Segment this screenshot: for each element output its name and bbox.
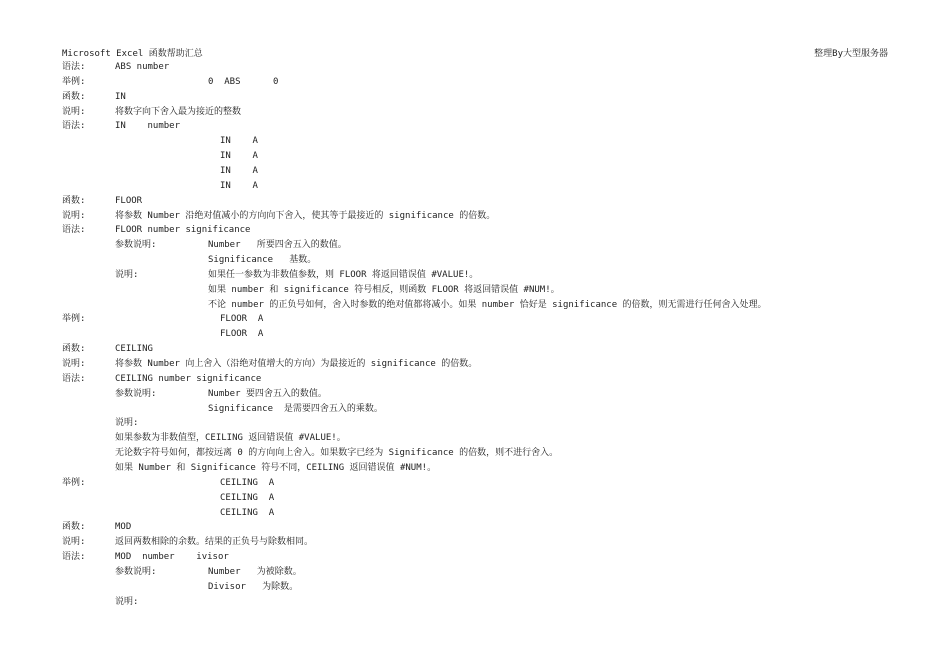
content-line: CEILING A [220, 477, 275, 488]
content-line: 0 ABS 0 [208, 76, 279, 87]
content-line: FLOOR A [220, 314, 264, 325]
content-line: IN [115, 91, 126, 102]
content-line: CEILING A [220, 507, 275, 518]
field-label: 语法: [62, 552, 86, 562]
field-label: 说明: [62, 359, 86, 369]
content-line: 说明: [115, 269, 139, 280]
field-label: 语法: [62, 62, 86, 72]
content-line: ABS number [115, 62, 170, 72]
content-line: Number 所要四舍五入的数值。 [208, 240, 347, 251]
content-line: IN A [220, 136, 258, 147]
document-author: 整理By大型服务器 [814, 49, 888, 59]
content-line: 如果参数为非数值型，CEILING 返回错误值 #VALUE!。 [115, 433, 346, 444]
content-line: 如果任一参数为非数值参数，则 FLOOR 将返回错误值 #VALUE!。 [208, 269, 479, 280]
content-line: Divisor 为除数。 [208, 581, 299, 592]
content-line: MOD number ivisor [115, 552, 229, 562]
field-label: 举例: [62, 76, 86, 87]
content-line: Number 要四舍五入的数值。 [208, 388, 327, 399]
content-line: Significance 基数。 [208, 255, 317, 265]
content-line: 返回两数相除的余数。结果的正负号与除数相同。 [115, 537, 314, 548]
field-label: 函数: [62, 195, 86, 206]
field-label: 语法: [62, 373, 86, 384]
content-line: 说明: [115, 418, 139, 429]
content-line: 说明: [115, 596, 139, 607]
content-line: 将参数 Number 向上舍入（沿绝对值增大的方向）为最接近的 significance 的倍数。 [115, 359, 478, 369]
content-line: 如果 Number 和 Significance 符号不同，CEILING 返回错误值 #NUM!。 [115, 462, 437, 473]
field-label: 语法: [62, 121, 86, 132]
content-line: FLOOR A [220, 329, 264, 340]
content-line: IN A [220, 151, 258, 162]
content-line: 将参数 Number 沿绝对值减小的方向向下舍入，使其等于最接近的 significance 的倍数。 [115, 210, 496, 221]
field-label: 说明: [62, 210, 86, 221]
content-line: MOD [115, 522, 132, 533]
content-line: 参数说明: [115, 388, 157, 399]
field-label: 说明: [62, 106, 86, 117]
field-label: 举例: [62, 314, 86, 325]
content-line: Significance 是需要四舍五入的乘数。 [208, 403, 383, 414]
field-label: 函数: [62, 344, 86, 355]
content-line: 无论数字符号如何，都按远离 0 的方向向上舍入。如果数字已经为 Significance 的倍数，则不进行舍入。 [115, 448, 559, 459]
content-line: Number 为被除数。 [208, 566, 302, 577]
content-line: IN number [115, 121, 181, 132]
content-line: CEILING number significance [115, 373, 262, 384]
document-title: Microsoft Excel 函数帮助汇总 [62, 49, 203, 59]
content-line: 如果 number 和 significance 符号相反，则函数 FLOOR 将返回错误值 #NUM!。 [208, 284, 560, 295]
content-line: FLOOR [115, 195, 143, 206]
field-label: 函数: [62, 522, 86, 533]
content-line: 不论 number 的正负号如何，舍入时参数的绝对值都将减小。如果 number 恰好是 significance 的倍数，则无需进行任何舍入处理。 [208, 299, 767, 310]
field-label: 说明: [62, 537, 86, 548]
content-line: IN A [220, 165, 258, 176]
content-line: 将数字向下舍入最为接近的整数 [115, 106, 242, 117]
content-line: IN A [220, 180, 258, 191]
content-line: FLOOR number significance [115, 225, 251, 236]
field-label: 语法: [62, 225, 86, 236]
content-line: CEILING [115, 344, 153, 355]
field-label: 举例: [62, 477, 86, 488]
content-line: 参数说明: [115, 240, 157, 251]
content-line: CEILING A [220, 492, 275, 503]
field-label: 函数: [62, 91, 86, 102]
content-line: 参数说明: [115, 566, 157, 577]
